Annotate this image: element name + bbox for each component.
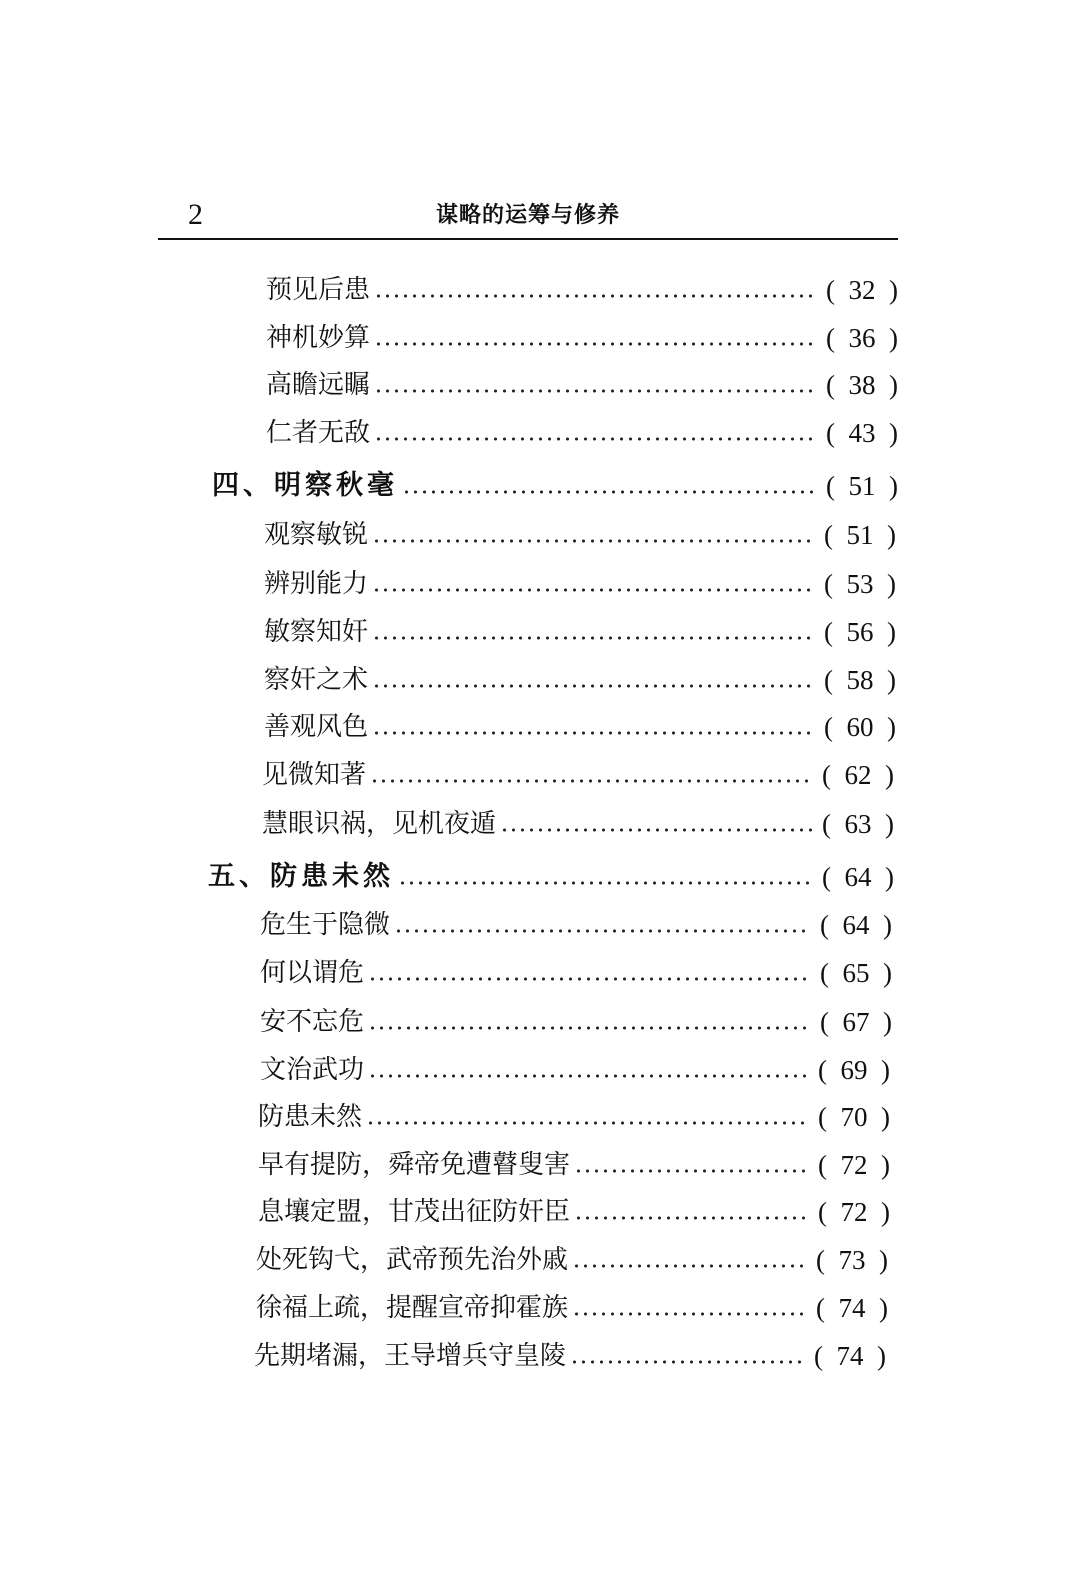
toc-page-number: 63 [844,809,872,839]
toc-page-number: 51 [848,471,876,501]
toc-page-number: 72 [840,1150,868,1180]
toc-entry-title: 善观风色 [264,712,369,742]
toc-entry [264,707,896,747]
toc-page-number: 65 [842,958,870,988]
toc-entry [258,1145,890,1185]
toc-page-reference [824,564,896,604]
close-paren: ) [887,520,896,550]
close-paren: ) [881,1150,890,1180]
toc-entry-title: 先期堵漏，王导增兵守皇陵 [254,1341,567,1371]
toc-page-reference [818,1050,890,1090]
toc-entry-title: 文治武功 [260,1055,365,1085]
toc-entry [262,755,894,795]
open-paren: ( [824,617,833,647]
toc-entry [260,905,892,945]
toc-entry-title: 察奸之术 [264,665,369,695]
toc-page-reference [818,1145,890,1185]
toc-page-reference [818,1097,890,1137]
toc-page-reference [826,318,898,358]
toc-page-number: 73 [838,1245,866,1275]
toc-entry-title: 四、明察秋毫 [212,470,398,501]
open-paren: ( [822,862,831,892]
close-paren: ) [879,1245,888,1275]
dot-leader [368,953,810,993]
toc-page-reference [826,270,898,310]
toc-entry-title: 处死钩弋，武帝预先治外戚 [256,1245,569,1275]
toc-page-number: 51 [846,520,874,550]
dot-leader [394,905,810,945]
open-paren: ( [820,1007,829,1037]
open-paren: ( [818,1197,827,1227]
toc-page-reference [814,1336,886,1376]
toc-page-reference [820,1002,892,1042]
close-paren: ) [881,1197,890,1227]
close-paren: ) [883,1007,892,1037]
toc-entry-title: 息壤定盟，甘茂出征防奸臣 [258,1197,571,1227]
toc-page-reference [822,755,894,795]
toc-entry-title: 见微知著 [262,760,367,790]
close-paren: ) [881,1102,890,1132]
toc-page-number: 72 [840,1197,868,1227]
dot-leader [500,804,812,844]
open-paren: ( [818,1102,827,1132]
open-paren: ( [826,323,835,353]
toc-entry-title: 慧眼识祸，见机夜遁 [262,809,497,839]
dot-leader [574,1145,808,1185]
toc-page-number: 43 [848,418,876,448]
toc-entry-title: 敏察知奸 [264,617,369,647]
running-title: 谋略的运筹与修养 [435,202,620,228]
toc-entry-title: 仁者无敌 [266,418,371,448]
dot-leader [570,1336,804,1376]
dot-leader [374,270,816,310]
dot-leader [374,413,816,453]
close-paren: ) [885,862,894,892]
toc-page-number: 64 [842,910,870,940]
toc-entry-title: 观察敏锐 [264,520,369,550]
page-number: 2 [188,198,203,231]
toc-page-reference [820,905,892,945]
open-paren: ( [818,1055,827,1085]
dot-leader [574,1192,808,1232]
dot-leader [372,660,814,700]
open-paren: ( [818,1150,827,1180]
toc-page-reference [824,612,896,652]
toc-entry-title: 神机妙算 [266,323,371,353]
open-paren: ( [826,471,835,501]
open-paren: ( [822,760,831,790]
toc-entry-title: 早有提防，舜帝免遭瞽叟害 [258,1150,571,1180]
close-paren: ) [883,910,892,940]
toc-entry-title: 防患未然 [258,1102,363,1132]
toc-page-number: 38 [848,370,876,400]
dot-leader [372,707,814,747]
toc-entry-title: 何以谓危 [260,958,365,988]
dot-leader [366,1097,808,1137]
dot-leader [572,1240,806,1280]
toc-page-reference [816,1240,888,1280]
toc-entry [260,1002,892,1042]
toc-entry [260,953,892,993]
toc-entry-title: 辨别能力 [264,569,369,599]
close-paren: ) [887,617,896,647]
open-paren: ( [826,418,835,448]
toc-page-number: 36 [848,323,876,353]
close-paren: ) [887,569,896,599]
toc-entry [266,365,898,405]
open-paren: ( [820,958,829,988]
toc-entry [256,1288,888,1328]
open-paren: ( [824,712,833,742]
toc-section-heading [208,857,894,897]
open-paren: ( [822,809,831,839]
toc-page-number: 60 [846,712,874,742]
toc-page-reference [816,1288,888,1328]
toc-entry [266,413,898,453]
open-paren: ( [820,910,829,940]
toc-entry-title: 徐福上疏，提醒宣帝抑霍族 [256,1293,569,1323]
toc-entry-title: 五、防患未然 [208,861,394,892]
close-paren: ) [883,958,892,988]
open-paren: ( [826,370,835,400]
close-paren: ) [877,1341,886,1371]
toc-page-number: 53 [846,569,874,599]
toc-page-reference [822,857,894,897]
toc-page-reference [818,1192,890,1232]
toc-page-number: 69 [840,1055,868,1085]
toc-page-reference [824,707,896,747]
toc-page-number: 74 [836,1341,864,1371]
toc-entry [260,1050,890,1090]
close-paren: ) [879,1293,888,1323]
close-paren: ) [881,1055,890,1085]
toc-entry [256,1240,888,1280]
open-paren: ( [816,1245,825,1275]
dot-leader [372,515,814,555]
close-paren: ) [885,809,894,839]
open-paren: ( [824,569,833,599]
toc-page-number: 74 [838,1293,866,1323]
toc-page-reference [822,804,894,844]
dot-leader [372,564,814,604]
toc-entry [264,660,896,700]
toc-page-number: 58 [846,665,874,695]
toc-page-number: 62 [844,760,872,790]
toc-entry [264,564,896,604]
toc-entry-title: 预见后患 [266,275,371,305]
dot-leader [368,1050,808,1090]
toc-page-number: 56 [846,617,874,647]
toc-section-heading [212,466,898,506]
toc-entry-title: 高瞻远瞩 [266,370,371,400]
toc-page-number: 67 [842,1007,870,1037]
dot-leader [368,1002,810,1042]
dot-leader [402,466,816,506]
dot-leader [374,365,816,405]
toc-entry-title: 危生于隐微 [260,910,391,940]
toc-entry [264,612,896,652]
dot-leader [374,318,816,358]
close-paren: ) [887,665,896,695]
toc-page-number: 64 [844,862,872,892]
close-paren: ) [889,471,898,501]
toc-entry-title: 安不忘危 [260,1007,365,1037]
toc-entry [264,515,896,555]
open-paren: ( [824,665,833,695]
dot-leader [398,857,812,897]
open-paren: ( [814,1341,823,1371]
close-paren: ) [889,275,898,305]
toc-entry [258,1097,890,1137]
dot-leader [572,1288,806,1328]
close-paren: ) [889,370,898,400]
close-paren: ) [885,760,894,790]
open-paren: ( [816,1293,825,1323]
open-paren: ( [826,275,835,305]
toc-page-reference [826,365,898,405]
toc-page-reference [826,413,898,453]
toc-page-number: 32 [848,275,876,305]
toc-page-reference [824,660,896,700]
toc-entry [258,1192,890,1232]
close-paren: ) [889,323,898,353]
toc-page-reference [824,515,896,555]
toc-page-number: 70 [840,1102,868,1132]
toc-entry [254,1336,886,1376]
close-paren: ) [887,712,896,742]
toc-entry [266,270,898,310]
dot-leader [372,612,814,652]
open-paren: ( [824,520,833,550]
toc-page-reference [820,953,892,993]
close-paren: ) [889,418,898,448]
dot-leader [370,755,812,795]
toc-entry [262,804,894,844]
toc-page-reference [826,466,898,506]
toc-entry [266,318,898,358]
